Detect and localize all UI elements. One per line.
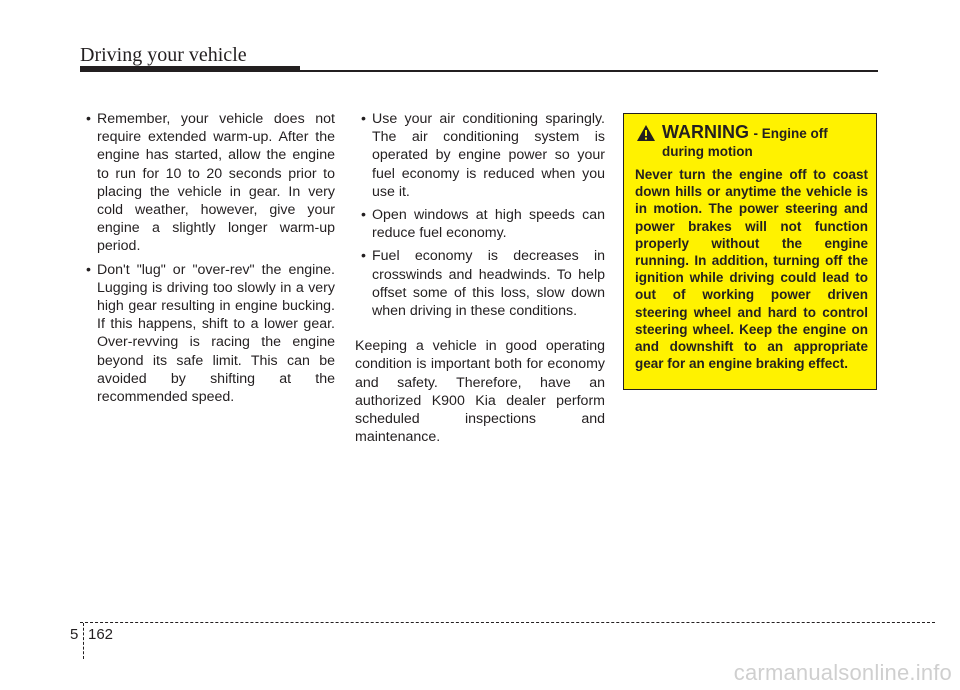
left-column <box>80 110 335 411</box>
footer-divider <box>83 623 84 659</box>
bullet-item-crosswinds: • Fuel economy is decreases in crosswinds and headwinds. To help offset some of this loss, slow down when driving in these conditions. <box>355 247 605 320</box>
watermark: carmanualsonline.info <box>733 660 952 685</box>
header-rule <box>80 66 300 72</box>
bullet-item-lug: • Don't "lug" or "over-rev" the engine. Lugging is driving too slowly in a very high gear resulting in engine bucking. If this happens, shift to a lower gear. Over-revving is racing the engine beyond its safe limit. This can be avoided by shifting at the recommended speed. <box>80 261 335 407</box>
page-header-title: Driving your vehicle <box>80 44 247 66</box>
warning-box <box>623 113 877 390</box>
warning-subtitle-line2: during motion <box>662 144 753 159</box>
warning-title-block <box>662 122 828 143</box>
warning-header <box>635 122 868 143</box>
warning-subtitle: - Engine off <box>753 126 828 141</box>
left-bullet-list <box>80 110 335 406</box>
warning-triangle-icon <box>636 124 656 142</box>
warning-title: WARNING <box>662 122 749 142</box>
warning-body: Never turn the engine off to coast down hills or anytime the vehicle is in motion. The power steering and power brakes will not function properly without the engine running. In addition, turning off the ignition while driving could lead to out of working power driven steering wheel and hard to control steering wheel. Keep the engine on and downshift to an appropriate gear for an engine braking effect. <box>635 167 868 372</box>
page-number: 162 <box>88 626 114 643</box>
bullet-item-ac: • Use your air conditioning sparingly. The air conditioning system is operated by engine power so your fuel economy is reduced when you use it. <box>355 110 605 201</box>
middle-column <box>355 110 605 446</box>
middle-bullet-list <box>355 110 605 320</box>
bullet-item-warmup: • Remember, your vehicle does not require extended warm-up. After the engine has started, allow the engine to run for 10 to 20 seconds prior to placing the vehicle in gear. In very cold weather, however, give your engine a slightly longer warm-up period. <box>80 110 335 256</box>
chapter-number: 5 <box>70 626 79 643</box>
maintenance-paragraph: Keeping a vehicle in good operating condition is important both for economy and safety. Therefore, have an authorized K900 Kia dealer perform scheduled inspections and maintenance. <box>355 338 605 446</box>
bullet-item-windows: • Open windows at high speeds can reduce fuel economy. <box>355 206 605 242</box>
footer-rule <box>80 622 935 623</box>
header-rule-thin <box>300 70 878 72</box>
